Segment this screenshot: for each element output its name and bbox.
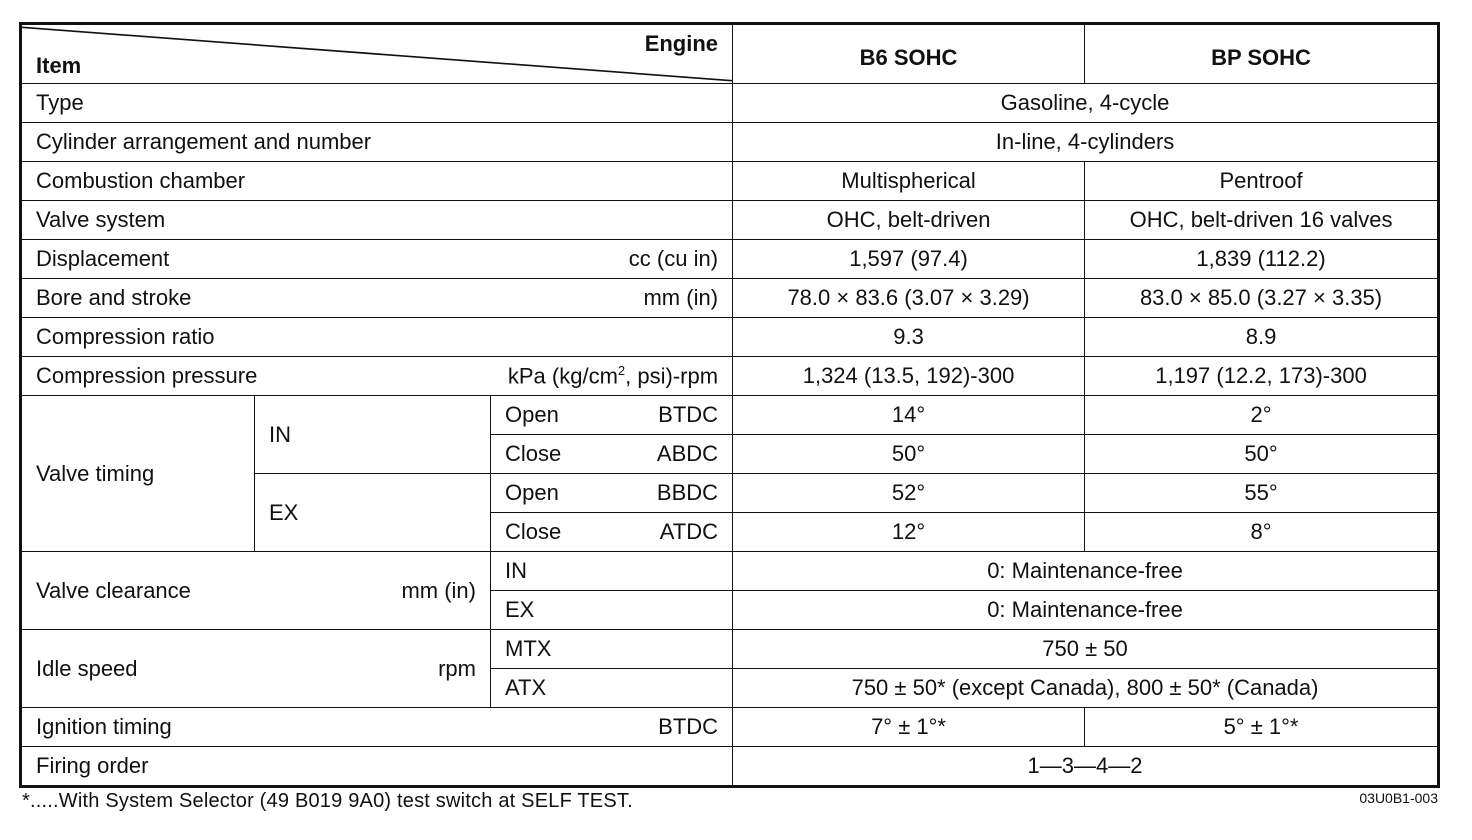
- idle-mtx-label: MTX: [491, 630, 733, 669]
- displacement-b6: 1,597 (97.4): [733, 240, 1085, 279]
- ex-open-b6: 52°: [733, 474, 1085, 513]
- comp-ratio-label: Compression ratio: [21, 318, 733, 357]
- table-row: [21, 357, 1439, 396]
- valve-system-b6: OHC, belt-driven: [733, 201, 1085, 240]
- header-item-label: Item: [36, 53, 82, 78]
- displacement-unit: cc (cu in): [628, 246, 719, 271]
- comp-pressure-unit: [508, 364, 718, 387]
- table-row: [21, 630, 1439, 669]
- in-close-b6: 50°: [733, 435, 1085, 474]
- ex-close-b6: 12°: [733, 513, 1085, 552]
- ignition-label: Ignition timing: [36, 714, 172, 739]
- comp-pressure-unit-post: , psi)-rpm: [625, 363, 719, 389]
- comp-pressure-unit-pre: kPa (kg/cm: [507, 363, 618, 389]
- in-close-bp: 50°: [1085, 435, 1439, 474]
- in-open-cell: [491, 396, 733, 435]
- cylinder-value: In-line, 4-cylinders: [733, 123, 1439, 162]
- idle-speed-label: Idle speed: [36, 655, 138, 681]
- in-close-cell: [491, 435, 733, 474]
- comp-ratio-bp: 8.9: [1085, 318, 1439, 357]
- firing-order-value: 1—3—4—2: [733, 747, 1439, 787]
- comp-pressure-cell: [21, 357, 733, 396]
- table-row: [21, 708, 1439, 747]
- valve-clearance-in-value: 0: Maintenance-free: [733, 552, 1439, 591]
- in-open-event: Open: [505, 402, 559, 427]
- table-row: [21, 747, 1439, 787]
- valve-clearance-label: Valve clearance: [36, 577, 191, 603]
- in-open-b6: 14°: [733, 396, 1085, 435]
- comp-pressure-b6: 1,324 (13.5, 192)-300: [733, 357, 1085, 396]
- ex-open-bp: 55°: [1085, 474, 1439, 513]
- idle-atx-value: 750 ± 50* (except Canada), 800 ± 50* (Canada): [733, 669, 1439, 708]
- ex-open-event: Open: [505, 480, 559, 505]
- idle-atx-label: ATX: [491, 669, 733, 708]
- ex-close-ref: ATDC: [659, 519, 719, 544]
- comp-pressure-unit-sup: 2: [617, 363, 626, 379]
- table-row: [21, 123, 1439, 162]
- bore-b6: 78.0 × 83.6 (3.07 × 3.29): [733, 279, 1085, 318]
- ex-open-cell: [491, 474, 733, 513]
- displacement-cell: [21, 240, 733, 279]
- table-row: [21, 240, 1439, 279]
- header-item-engine-cell: [21, 24, 733, 84]
- ignition-b6: 7° ± 1°*: [733, 708, 1085, 747]
- table-row: [21, 279, 1439, 318]
- header-engine-label: Engine: [644, 31, 719, 56]
- ignition-cell: [21, 708, 733, 747]
- idle-mtx-value: 750 ± 50: [733, 630, 1439, 669]
- ignition-bp: 5° ± 1°*: [1085, 708, 1439, 747]
- firing-order-label: Firing order: [21, 747, 733, 787]
- comp-pressure-label: Compression pressure: [36, 362, 258, 388]
- valve-clearance-ex-value: 0: Maintenance-free: [733, 591, 1439, 630]
- displacement-bp: 1,839 (112.2): [1085, 240, 1439, 279]
- header-bp-sohc: BP SOHC: [1085, 24, 1439, 84]
- comp-pressure-bp: 1,197 (12.2, 173)-300: [1085, 357, 1439, 396]
- combustion-b6: Multispherical: [733, 162, 1085, 201]
- type-label: Type: [21, 84, 733, 123]
- valve-system-label: Valve system: [21, 201, 733, 240]
- table-row: [21, 162, 1439, 201]
- displacement-label: Displacement: [36, 246, 170, 271]
- combustion-bp: Pentroof: [1085, 162, 1439, 201]
- combustion-label: Combustion chamber: [21, 162, 733, 201]
- in-open-ref: BTDC: [658, 402, 719, 427]
- table-row: [21, 201, 1439, 240]
- valve-system-bp: OHC, belt-driven 16 valves: [1085, 201, 1439, 240]
- in-open-bp: 2°: [1085, 396, 1439, 435]
- ex-close-cell: [491, 513, 733, 552]
- valve-clearance-cell: [21, 552, 491, 630]
- footnote: *.....With System Selector (49 B019 9A0) test switch at SELF TEST.: [22, 790, 633, 812]
- type-value: Gasoline, 4-cycle: [733, 84, 1439, 123]
- valve-timing-ex-label: EX: [255, 474, 491, 552]
- table-header-row: [21, 24, 1439, 84]
- diagonal-divider: [22, 25, 732, 83]
- idle-speed-unit: rpm: [438, 655, 476, 681]
- bore-bp: 83.0 × 85.0 (3.27 × 3.35): [1085, 279, 1439, 318]
- ex-open-ref: BBDC: [656, 480, 719, 505]
- ignition-unit: BTDC: [658, 714, 719, 739]
- in-close-event: Close: [505, 441, 562, 466]
- engine-spec-table: [19, 22, 1440, 788]
- valve-clearance-unit: mm (in): [401, 577, 476, 603]
- table-row: [21, 84, 1439, 123]
- table-row: [21, 552, 1439, 591]
- valve-timing-label: Valve timing: [21, 396, 255, 552]
- figure-reference-code: 03U0B1-003: [1359, 790, 1438, 806]
- bore-label: Bore and stroke: [36, 285, 192, 310]
- in-close-ref: ABDC: [656, 441, 719, 466]
- valve-clearance-in-label: IN: [491, 552, 733, 591]
- valve-timing-in-label: IN: [255, 396, 491, 474]
- ex-close-event: Close: [505, 519, 562, 544]
- ex-close-bp: 8°: [1085, 513, 1439, 552]
- bore-unit: mm (in): [643, 285, 719, 310]
- table-row: [21, 318, 1439, 357]
- table-row: [21, 396, 1439, 435]
- header-b6-sohc: B6 SOHC: [733, 24, 1085, 84]
- cylinder-label: Cylinder arrangement and number: [21, 123, 733, 162]
- idle-speed-cell: [21, 630, 491, 708]
- comp-ratio-b6: 9.3: [733, 318, 1085, 357]
- bore-cell: [21, 279, 733, 318]
- valve-clearance-ex-label: EX: [491, 591, 733, 630]
